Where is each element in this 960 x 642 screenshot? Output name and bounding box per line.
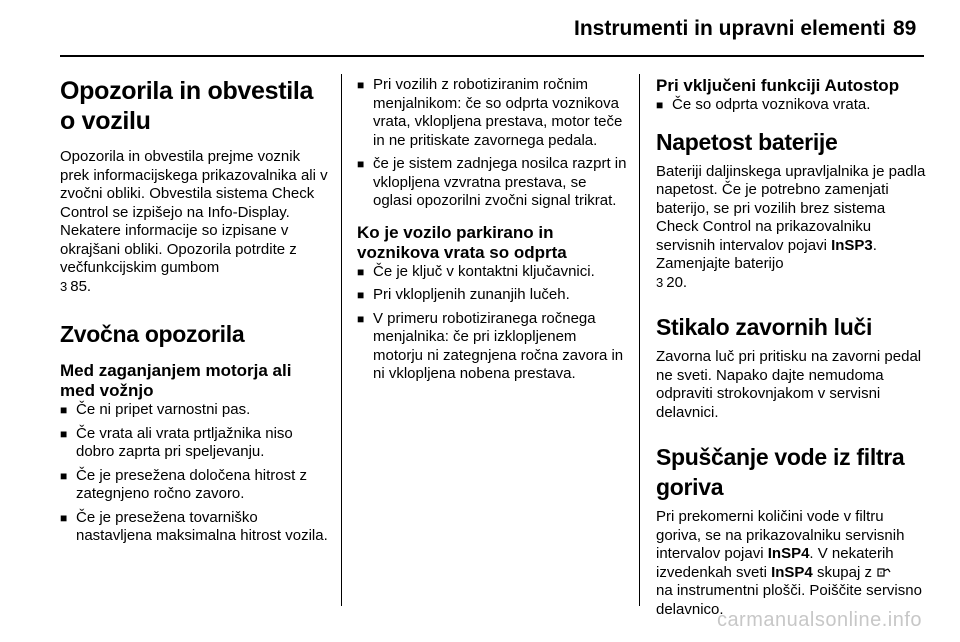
display-code: InSP4 bbox=[767, 545, 810, 562]
brake-paragraph: Zavorna luč pri pritisku na zavorni pedal ne sveti. Napako dajte nemudoma odpraviti strokovnjakom v servisni delavnici. bbox=[656, 348, 922, 421]
bullet-list bbox=[357, 76, 629, 211]
section-title: Zvočna opozorila bbox=[60, 321, 245, 347]
section-title: Napetost baterije bbox=[656, 128, 838, 155]
display-code: InSP3 bbox=[831, 236, 873, 254]
reference-arrow-icon: 3 bbox=[656, 274, 664, 290]
battery-paragraph: Bateriji daljinskega upravljalnika je padla napetost. Če je potrebno zamenjati baterijo, se pri vozilih brez sistema Check Control na prikazovalniku servisnih intervalov pojavi InSP3. Zamenjajte baterijo 3 20. bbox=[656, 162, 926, 291]
section-title: Stikalo zavornih luči bbox=[656, 314, 873, 340]
column-divider bbox=[639, 74, 640, 606]
bullet-list bbox=[60, 401, 328, 546]
display-code: InSP4 bbox=[771, 563, 813, 581]
list-item: ■ Če so odprta voznikova vrata. bbox=[656, 96, 926, 115]
column-1 bbox=[60, 76, 328, 551]
list-item: ■ Pri vklopljenih zunanjih lučeh. bbox=[357, 286, 629, 305]
list-item: ■ Če je ključ v kontaktni ključavnici. bbox=[357, 263, 629, 282]
watermark: carmanualsonline.info bbox=[716, 609, 922, 631]
intro-paragraph: Opozorila in obvestila prejme voznik prek informacijskega prikazovalnika ali v zvočni obliki. Obvestila sistema Check Control se izpišejo na Info-Display. Nekatere informacije so izpisane v okrajšani obliki. Opozorila potrdite z večfunkcijskim gumbom 3 85. bbox=[60, 148, 328, 295]
column-divider bbox=[341, 74, 342, 606]
header-rule bbox=[60, 55, 924, 57]
page-header-title: Instrumenti in upravni elementi bbox=[574, 17, 886, 40]
reference-arrow-icon: 3 bbox=[60, 278, 68, 294]
section-title: Spuščanje vode iz filtra goriva bbox=[656, 444, 905, 500]
list-item: ■ Pri vozilih z robotiziranim ročnim menjalnikom: če so odprta voznikova vrata, vklopljena prestava, motor teče in ne pritiskate zavornega pedala. bbox=[357, 76, 629, 150]
column-3 bbox=[656, 76, 926, 619]
list-item: ■ če je sistem zadnjega nosilca razprt in vklopljena vzvratna prestava, se oglasi opozorilni zvočni signal trikrat. bbox=[357, 155, 629, 211]
subsection-title: Ko je vozilo parkirano in voznikova vrata so odprta bbox=[357, 222, 567, 262]
page-reference: 20. bbox=[666, 273, 688, 291]
fuel-filter-water-icon bbox=[876, 565, 892, 577]
list-item: ■ Če vrata ali vrata prtljažnika niso dobro zaprta pri speljevanju. bbox=[60, 425, 328, 462]
list-item: ■ Če ni pripet varnostni pas. bbox=[60, 401, 328, 420]
list-item: ■ Če je presežena določena hitrost z zategnjeno ročno zavoro. bbox=[60, 467, 328, 504]
subsection-title: Pri vključeni funkciji Autostop bbox=[656, 76, 900, 95]
water-paragraph: Pri prekomerni količini vode v filtru goriva, se na prikazovalniku servisnih intervalov pojavi InSP4. V nekaterih izvedenkah sveti InSP4 skupaj z na instrumentni plošči. Poiščite servisno delavnico. bbox=[656, 508, 922, 618]
section-title: Opozorila in obvestila o vozilu bbox=[60, 77, 314, 135]
subsection-title: Med zaganjanjem motorja ali med vožnjo bbox=[60, 361, 292, 400]
column-2 bbox=[357, 76, 629, 389]
bullet-list bbox=[656, 96, 926, 115]
page-reference: 85. bbox=[70, 277, 92, 295]
page-number: 89 bbox=[893, 17, 917, 40]
list-item: ■ V primeru robotiziranega ročnega menjalnika: če pri izklopljenem motorju ni zategnjena ročna zavora in ni vklopljena nobena prestava. bbox=[357, 310, 629, 384]
bullet-list bbox=[357, 263, 629, 384]
list-item: ■ Če je presežena tovarniško nastavljena maksimalna hitrost vozila. bbox=[60, 509, 328, 546]
